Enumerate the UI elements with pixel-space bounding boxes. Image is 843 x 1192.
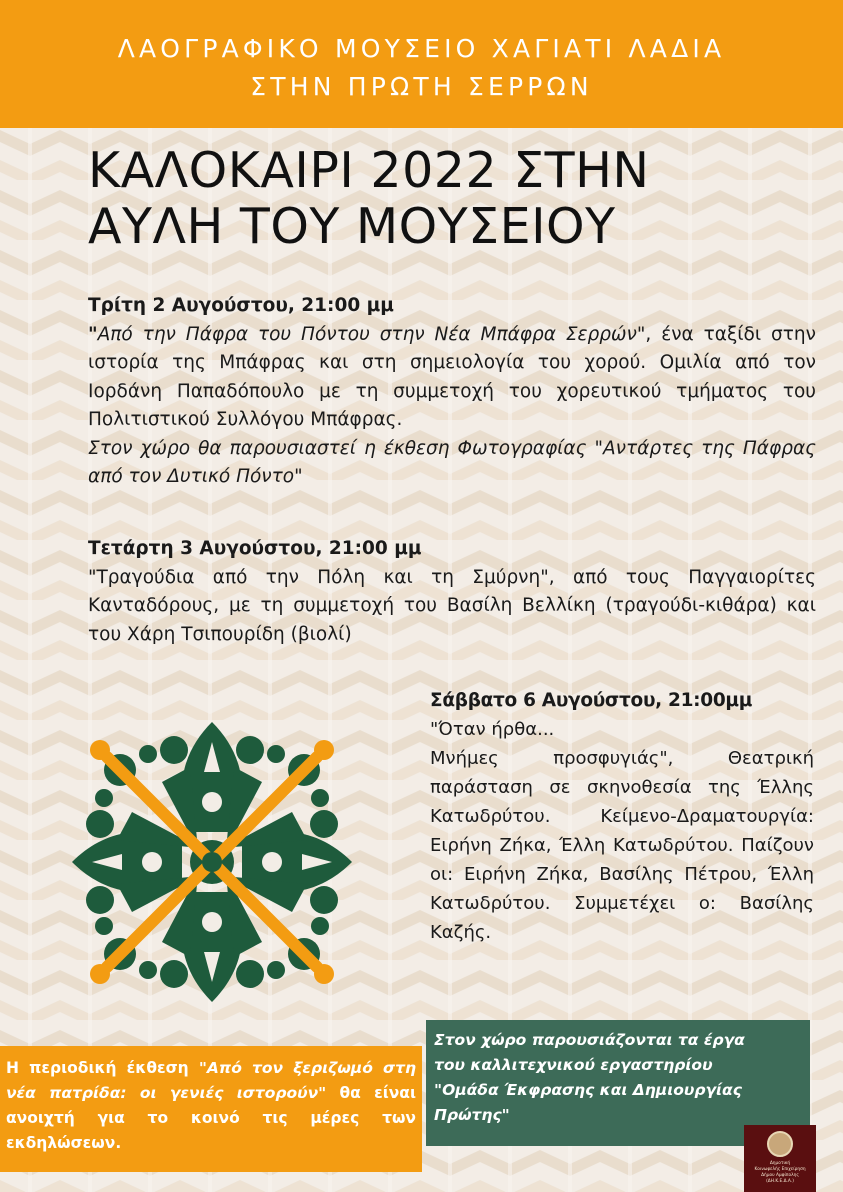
workshop-line-1: Στον χώρο παρουσιάζονται τα έργα xyxy=(434,1031,745,1049)
event-1-quote-open: " xyxy=(88,323,98,345)
event-1-note: Στον χώρο θα παρουσιαστεί η έκθεση Φωτογραφίας "Αντάρτες της Πάφρας από τον Δυτικό Πόντο" xyxy=(88,437,816,487)
logo-line-2: Κοινωφελής Επιχείρηση xyxy=(754,1167,806,1172)
event-1-body: ", ένα ταξίδι στην ιστορία της Μπάφρας και στη σημειολογία του χορού. Ομιλία από τον Ιορδάνη Παπαδόπουλο με τη συμμετοχή του χορευτικού τμήματος του Πολιτιστικού Συλλόγου Μπάφρας. xyxy=(88,323,816,430)
event-2-date: Τετάρτη 3 Αυγούστου, 21:00 μμ xyxy=(88,538,422,559)
event-3-date: Σάββατο 6 Αυγούστου, 21:00μμ xyxy=(430,690,753,711)
logo-line-1: Δημοτική xyxy=(769,1161,791,1166)
seal-icon xyxy=(767,1131,793,1157)
event-1-date: Τρίτη 2 Αυγούστου, 21:00 μμ xyxy=(88,295,394,316)
header-banner xyxy=(0,0,843,128)
title-line-1: ΚΑΛΟΚΑΙΡΙ 2022 ΣΤΗΝ xyxy=(88,142,650,199)
event-3 xyxy=(430,686,814,947)
logo-line-3: Δήμου Αμφίπολης xyxy=(761,1173,799,1178)
event-2 xyxy=(88,535,816,649)
municipal-logo xyxy=(744,1125,816,1192)
logo-line-4: (ΔΗ.Κ.Ε.Δ.Α.) xyxy=(766,1179,794,1184)
title-line-2: ΑΥΛΗ ΤΟΥ ΜΟΥΣΕΙΟΥ xyxy=(88,198,616,255)
event-1-title: Από την Πάφρα του Πόντου στην Νέα Μπάφρα Σερρών xyxy=(97,323,637,345)
page-title xyxy=(88,143,828,255)
museum-location: ΣΤΗΝ ΠΡΩΤΗ ΣΕΡΡΩΝ xyxy=(250,72,593,101)
workshop-line-4: Πρώτης" xyxy=(434,1106,510,1124)
event-2-description: "Τραγούδια από την Πόλη και τη Σμύρνη", από τους Παγγαιορίτες Κανταδόρους, με τη συμμετοχή του Βασίλη Βελλίκη (τραγούδι-κιθάρα) και του Χάρη Τσιπουρίδη (βιολί) xyxy=(88,566,816,645)
event-1 xyxy=(88,292,816,492)
event-1-description xyxy=(88,321,816,435)
workshop-line-2: του καλλιτεχνικού εργαστηρίου xyxy=(434,1056,713,1074)
ornament-icon xyxy=(62,712,362,1012)
workshop-line-3: "Ομάδα Έκφρασης και Δημιουργίας xyxy=(434,1081,742,1099)
museum-name: ΛΑΟΓΡΑΦΙΚΟ ΜΟΥΣΕΙΟ ΧΑΓΙΑΤΙ ΛΑΔΙΑ xyxy=(117,34,726,63)
exhibition-text-a: Η περιοδική έκθεση xyxy=(6,1059,199,1077)
exhibition-box xyxy=(0,1046,422,1172)
exhibition-title: "Από τον ξεριζωμό στη νέα πατρίδα: οι γενιές ιστορούν" xyxy=(6,1059,416,1102)
exhibition-text-c: θα είναι ανοιχτή για το κοινό τις μέρες των εκδηλώσεων. xyxy=(6,1084,416,1152)
event-3-line-1: "Όταν ήρθα... xyxy=(430,719,555,740)
event-3-description: Μνήμες προσφυγιάς", Θεατρική παράσταση σε σκηνοθεσία της Έλλης Κατωδρύτου. Κείμενο-Δραματουργία: Ειρήνη Ζήκα, Έλλη Κατωδρύτου. Παίζουν οι: Ειρήνη Ζήκα, Βασίλης Πέτρου, Έλλη Κατωδρύτου. Συμμετέχει ο: Βασίλης Καζής. xyxy=(430,748,814,943)
